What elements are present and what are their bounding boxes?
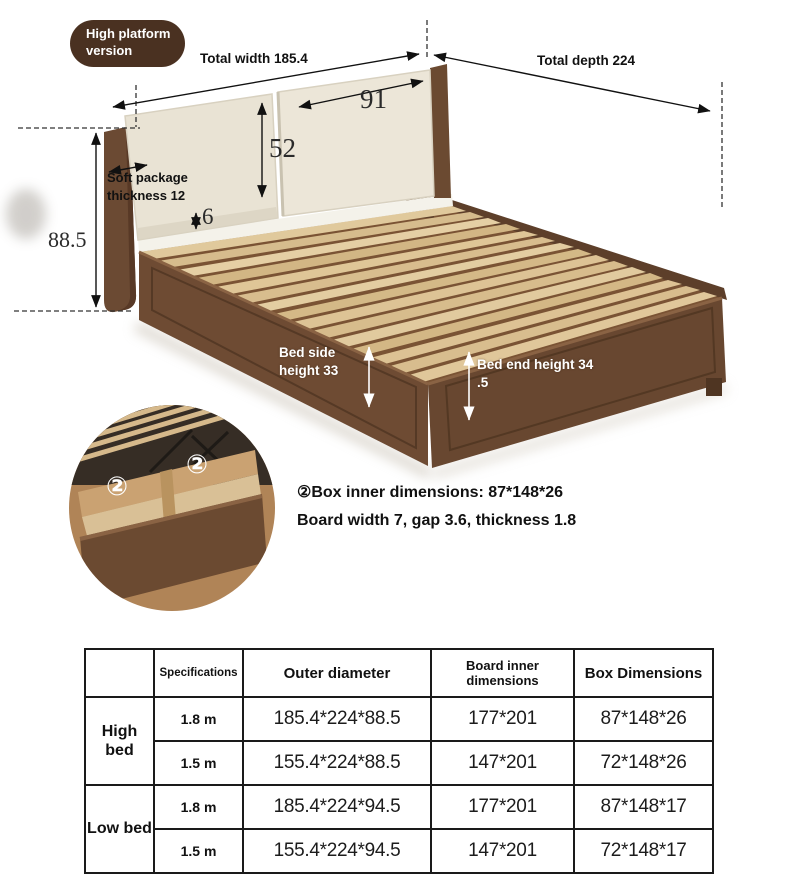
headboard-cushion-right	[278, 70, 434, 216]
header-box-dimensions: Box Dimensions	[574, 649, 713, 697]
bed-end-height-label	[477, 356, 593, 392]
table-row	[85, 697, 713, 741]
box-cell: 72*148*26	[574, 741, 713, 785]
total-width-label: Total width 185.4	[200, 51, 308, 66]
soft-package-line1: Soft package	[107, 170, 188, 185]
version-badge	[70, 20, 185, 67]
version-badge-line2: version	[86, 42, 133, 58]
table-row	[85, 785, 713, 829]
box-note-line2: Board width 7, gap 3.6, thickness 1.8	[297, 512, 577, 529]
board-cell: 177*201	[431, 785, 574, 829]
board-cell: 177*201	[431, 697, 574, 741]
total-depth-label: Total depth 224	[537, 53, 636, 68]
box-marker-right: ②	[186, 450, 209, 480]
group-high-bed: High bed	[85, 697, 154, 785]
bed-end-line2: .5	[477, 375, 489, 391]
outer-cell: 155.4*224*94.5	[243, 829, 431, 873]
bed-side-line1: Bed side	[279, 345, 336, 360]
spec-cell: 1.5 m	[154, 829, 243, 873]
box-cell: 87*148*26	[574, 697, 713, 741]
table-row	[85, 741, 713, 785]
outer-cell: 185.4*224*88.5	[243, 697, 431, 741]
headrest-width-value: 91	[360, 84, 387, 114]
spec-cell: 1.8 m	[154, 697, 243, 741]
soft-package-line2: thickness 12	[107, 188, 186, 203]
spec-table	[84, 648, 714, 874]
storage-box-inset	[69, 381, 275, 611]
box-cell: 87*148*17	[574, 785, 713, 829]
header-outer-diameter: Outer diameter	[243, 649, 431, 697]
header-board-inner: Board inner dimensions	[431, 649, 574, 697]
box-cell: 72*148*17	[574, 829, 713, 873]
outer-cell: 155.4*224*88.5	[243, 741, 431, 785]
spec-cell: 1.5 m	[154, 741, 243, 785]
header-empty-cell	[85, 649, 154, 697]
bed-side-line2: height 33	[279, 363, 339, 379]
box-note-line1: ②Box inner dimensions: 87*148*26	[297, 484, 563, 501]
version-badge-line1: High platform	[86, 26, 171, 41]
bed-side-height-label	[279, 344, 338, 380]
board-cell: 147*201	[431, 741, 574, 785]
box-marker-left: ②	[106, 472, 129, 502]
bed-end-line1: Bed end height 34	[477, 357, 594, 372]
table-row	[85, 829, 713, 873]
spec-cell: 1.8 m	[154, 785, 243, 829]
outer-cell: 185.4*224*94.5	[243, 785, 431, 829]
group-low-bed: Low bed	[85, 785, 154, 873]
wall-shadow	[6, 189, 46, 239]
header-specifications: Specifications	[154, 649, 243, 697]
bed-foot	[706, 378, 722, 396]
headrest-height-value: 52	[269, 133, 296, 163]
soft-package-label	[107, 169, 188, 205]
overall-height-value: 88.5	[48, 227, 87, 252]
spec-table-header-row	[85, 649, 713, 697]
gap-value: 6	[202, 204, 214, 229]
board-cell: 147*201	[431, 829, 574, 873]
